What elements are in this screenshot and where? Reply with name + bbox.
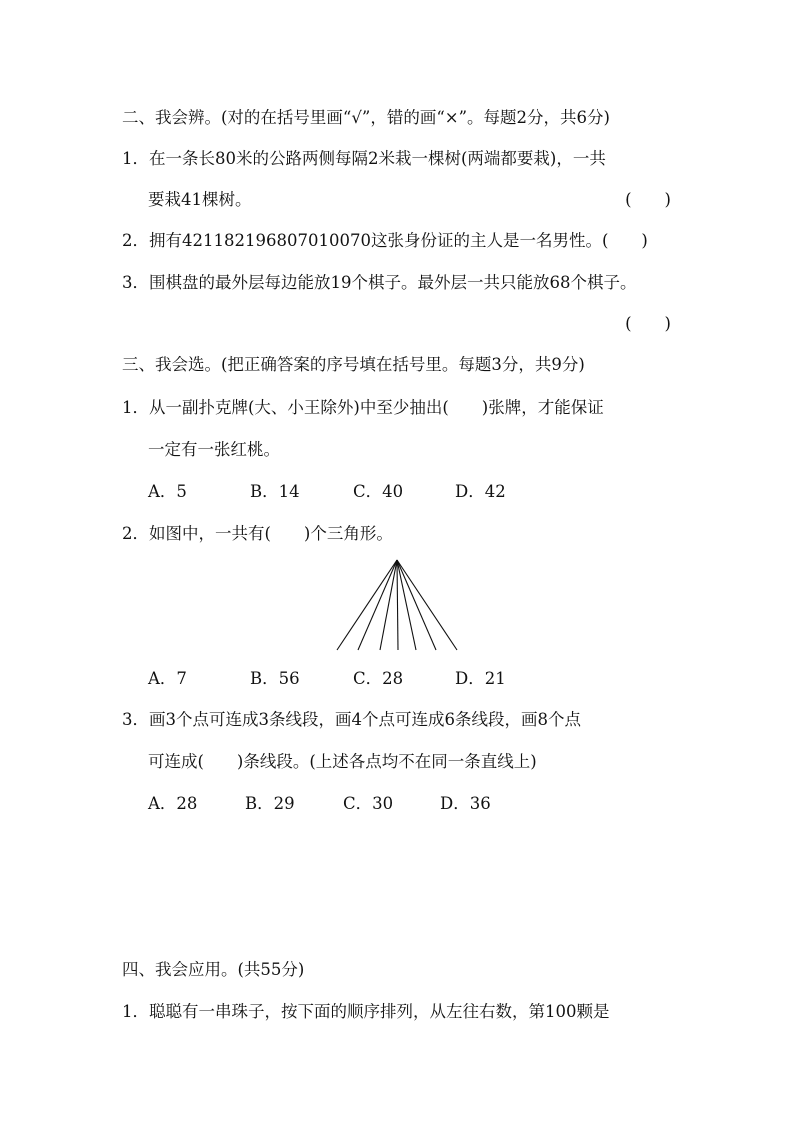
sec3-q2-option-c: C．28 xyxy=(353,669,404,688)
sec3-q2-option-a: A．7 xyxy=(148,669,187,688)
sec2-q3-answer-paren: ( ) xyxy=(625,314,671,333)
sec2-q1-answer-paren: ( ) xyxy=(625,190,671,209)
sec3-q1-option-b: B．14 xyxy=(250,482,300,501)
sec2-q2: 2．拥有421182196807010070这张身份证的主人是一名男性。( ) xyxy=(122,231,648,250)
triangle-fan-figure xyxy=(330,555,470,655)
fan-ray xyxy=(397,560,398,650)
sec3-q2-line1: 2．如图中，一共有( )个三角形。 xyxy=(122,524,393,543)
sec3-q2-option-b: B．56 xyxy=(250,669,300,688)
sec3-q3-option-b: B．29 xyxy=(245,794,295,813)
sec3-q3-option-d: D．36 xyxy=(440,794,491,813)
section2-heading: 二、我会辨。(对的在括号里画“√”，错的画“×”。每题2分，共6分) xyxy=(122,108,610,127)
sec3-q1-option-d: D．42 xyxy=(455,482,506,501)
sec3-q1-option-a: A．5 xyxy=(148,482,187,501)
fan-ray xyxy=(397,560,436,650)
sec3-q3-line1: 3．画3个点可连成3条线段，画4个点可连成6条线段，画8个点 xyxy=(122,710,581,729)
section3-heading: 三、我会选。(把正确答案的序号填在括号里。每题3分，共9分) xyxy=(122,355,585,374)
sec3-q3-option-a: A．28 xyxy=(148,794,198,813)
sec3-q3-line2: 可连成( )条线段。(上述各点均不在同一条直线上) xyxy=(148,752,537,771)
sec3-q1-option-c: C．40 xyxy=(353,482,404,501)
fan-ray xyxy=(358,560,397,650)
sec2-q3-line1: 3．围棋盘的最外层每边能放19个棋子。最外层一共只能放68个棋子。 xyxy=(122,273,637,292)
section4-heading: 四、我会应用。(共55分) xyxy=(122,960,305,979)
sec3-q1-line2: 一定有一张红桃。 xyxy=(148,440,280,459)
sec2-q1-line1: 1．在一条长80米的公路两侧每隔2米栽一棵树(两端都要栽)，一共 xyxy=(122,149,606,168)
sec3-q1-line1: 1．从一副扑克牌(大、小王除外)中至少抽出( )张牌，才能保证 xyxy=(122,398,604,417)
sec2-q1-line2: 要栽41棵树。 xyxy=(148,190,252,209)
sec3-q3-option-c: C．30 xyxy=(343,794,394,813)
sec4-q1-line1: 1．聪聪有一串珠子，按下面的顺序排列，从左往右数，第100颗是 xyxy=(122,1002,610,1021)
sec3-q2-option-d: D．21 xyxy=(455,669,506,688)
